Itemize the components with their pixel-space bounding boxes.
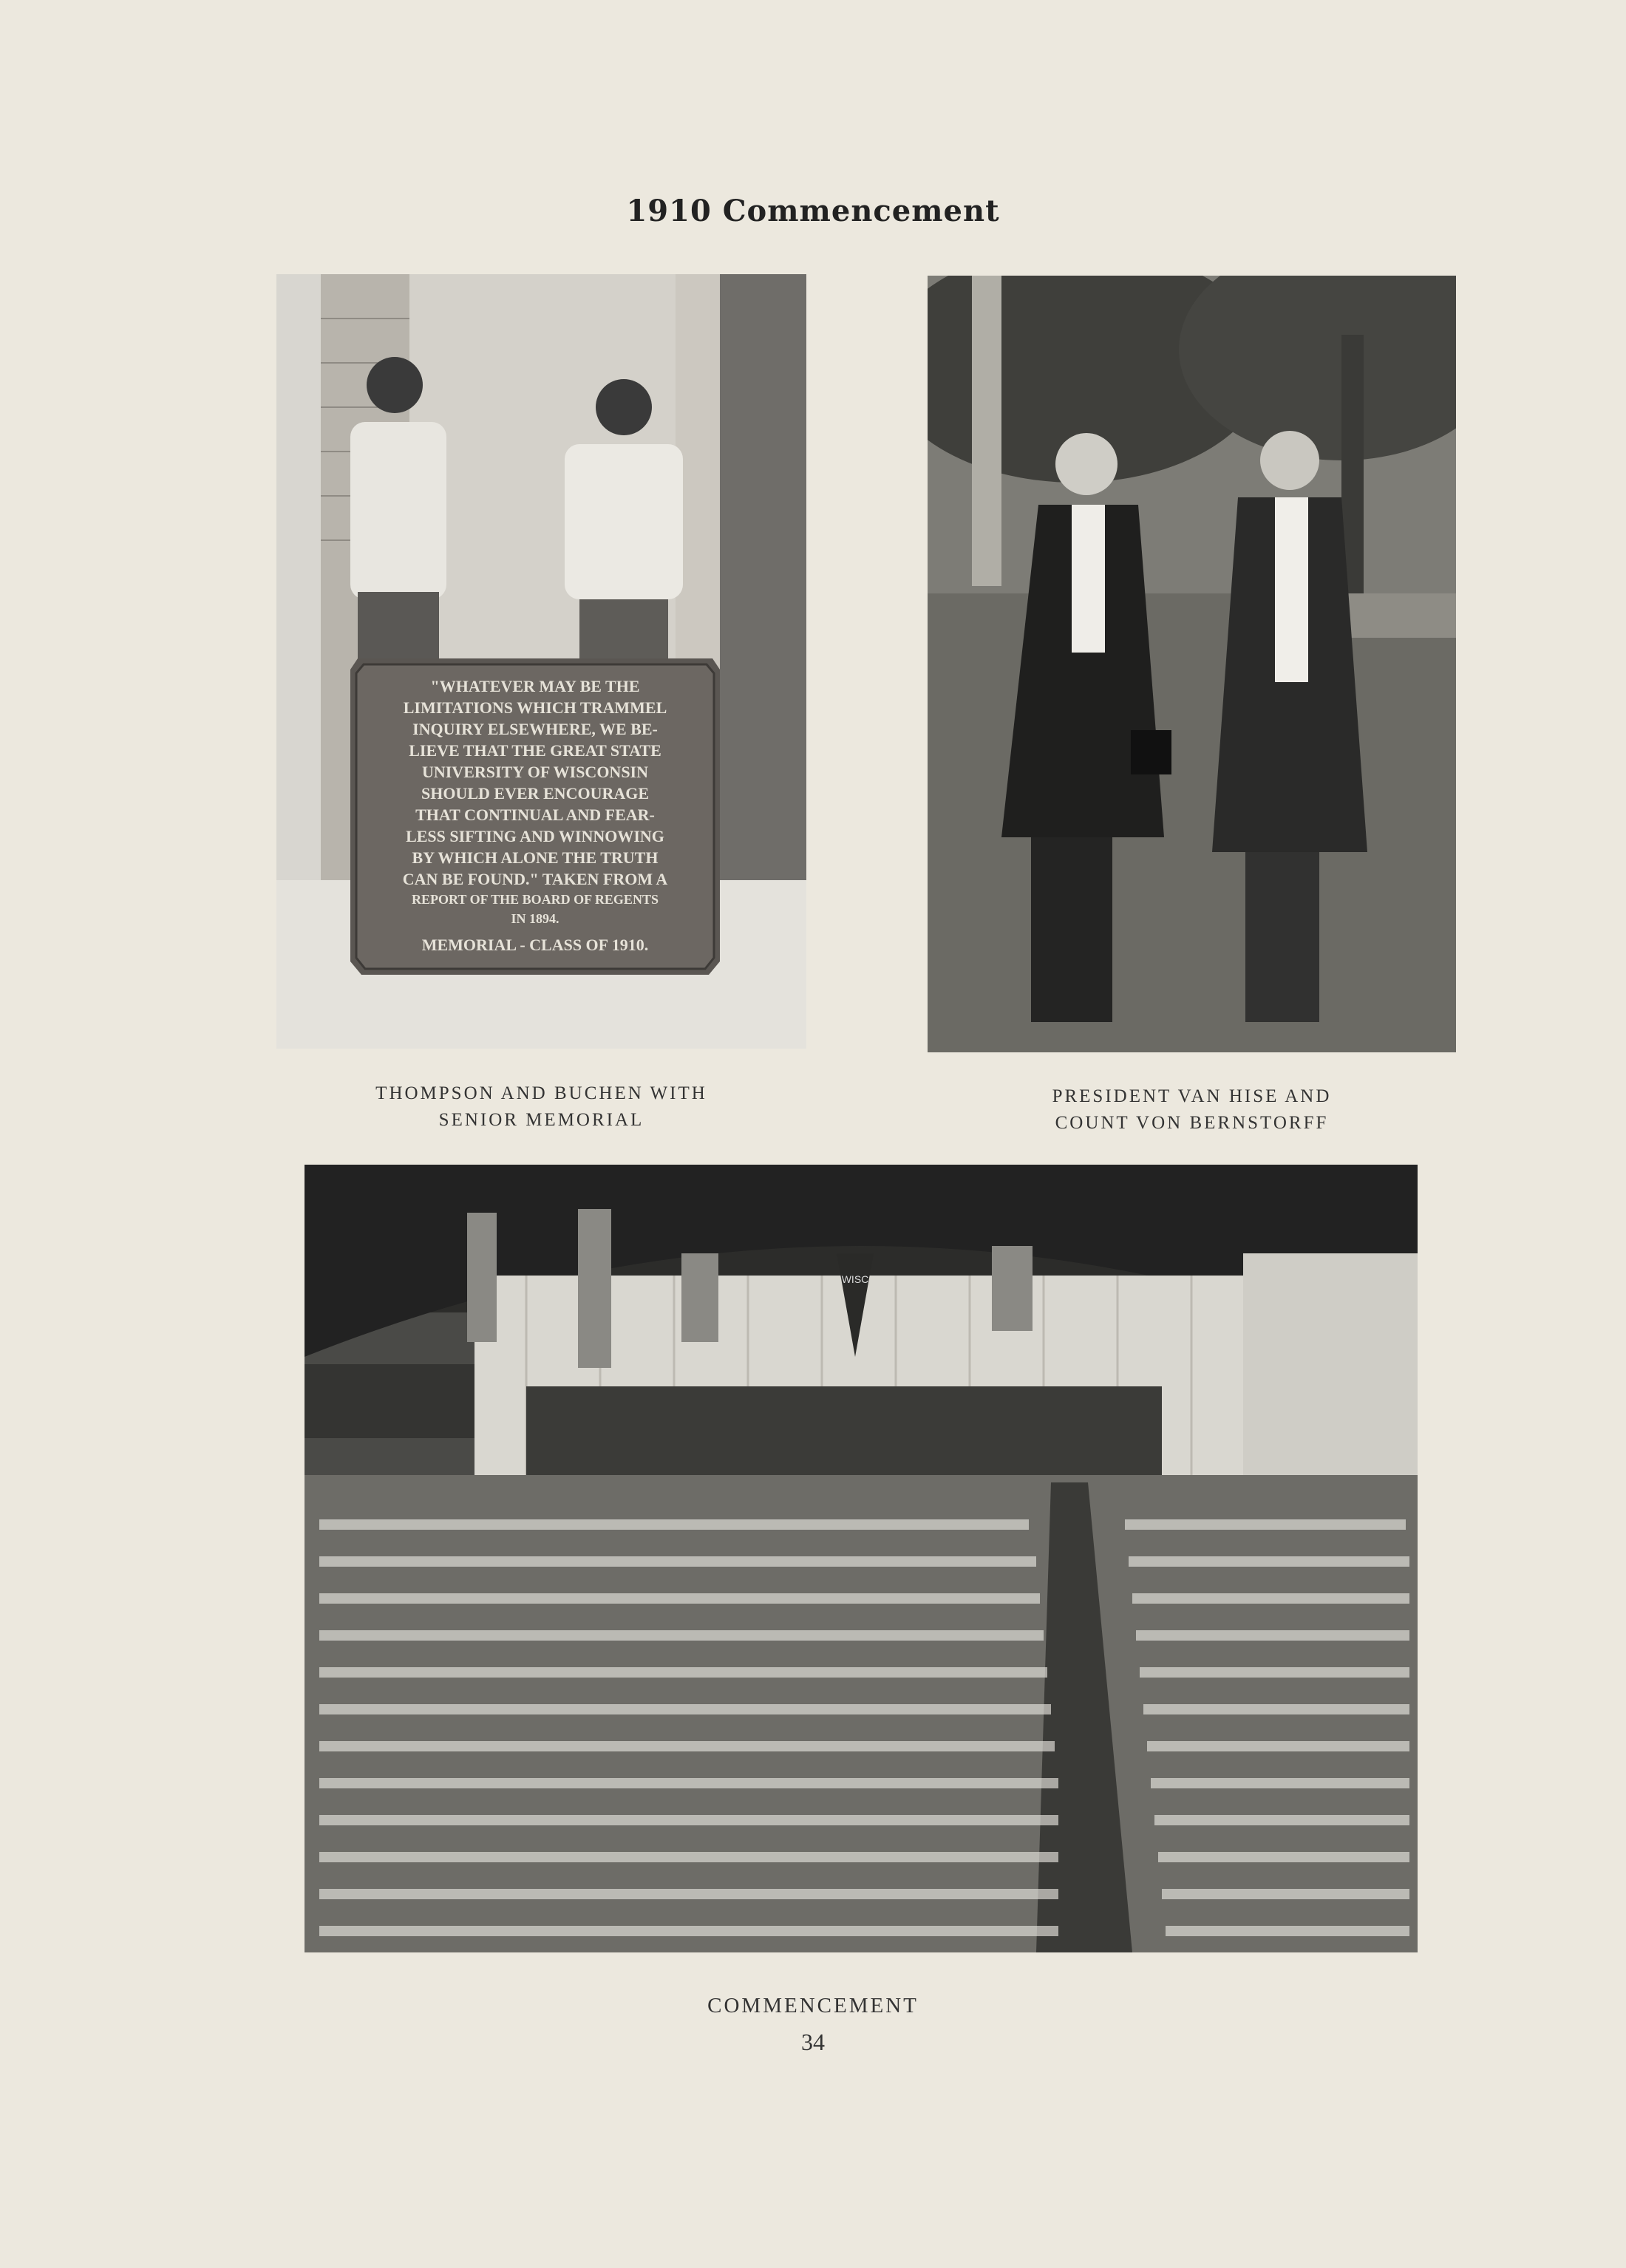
caption-van-hise-bernstorff [928,1083,1456,1137]
photo-van-hise-bernstorff [928,276,1456,1052]
photo-commencement [305,1165,1418,1952]
page-number: 34 [801,2029,825,2055]
plaque-line: UNIVERSITY OF WISCONSIN [421,763,649,781]
caption-commencement: COMMENCEMENT [707,1994,919,2017]
plaque-line: LIMITATIONS WHICH TRAMMEL [403,698,667,717]
plaque-line: BY WHICH ALONE THE TRUTH [412,848,659,867]
plaque-line: MEMORIAL - CLASS OF 1910. [421,936,649,954]
plaque-line: THAT CONTINUAL AND FEAR- [415,806,655,824]
plaque-line: INQUIRY ELSEWHERE, WE BE- [412,720,658,738]
plaque-line: SHOULD EVER ENCOURAGE [421,784,650,803]
caption-line: SENIOR MEMORIAL [438,1110,644,1130]
plaque-line: "WHATEVER MAY BE THE [430,677,640,695]
plaque-line: REPORT OF THE BOARD OF REGENTS [412,892,659,907]
plaque-line: LESS SIFTING AND WINNOWING [406,827,664,845]
caption-senior-memorial [276,1080,806,1134]
plaque-line: IN 1894. [511,911,559,926]
page-title: 1910 Commencement [626,194,1000,228]
photo-senior-memorial [276,274,806,1049]
banner-text: WISC [841,1273,869,1285]
caption-line: THOMPSON AND BUCHEN WITH [375,1083,707,1103]
plaque-line: LIEVE THAT THE GREAT STATE [409,741,661,760]
caption-line: PRESIDENT VAN HISE AND [1052,1086,1332,1106]
caption-line: COUNT VON BERNSTORFF [1055,1113,1329,1133]
plaque-line: CAN BE FOUND." TAKEN FROM A [402,870,668,888]
